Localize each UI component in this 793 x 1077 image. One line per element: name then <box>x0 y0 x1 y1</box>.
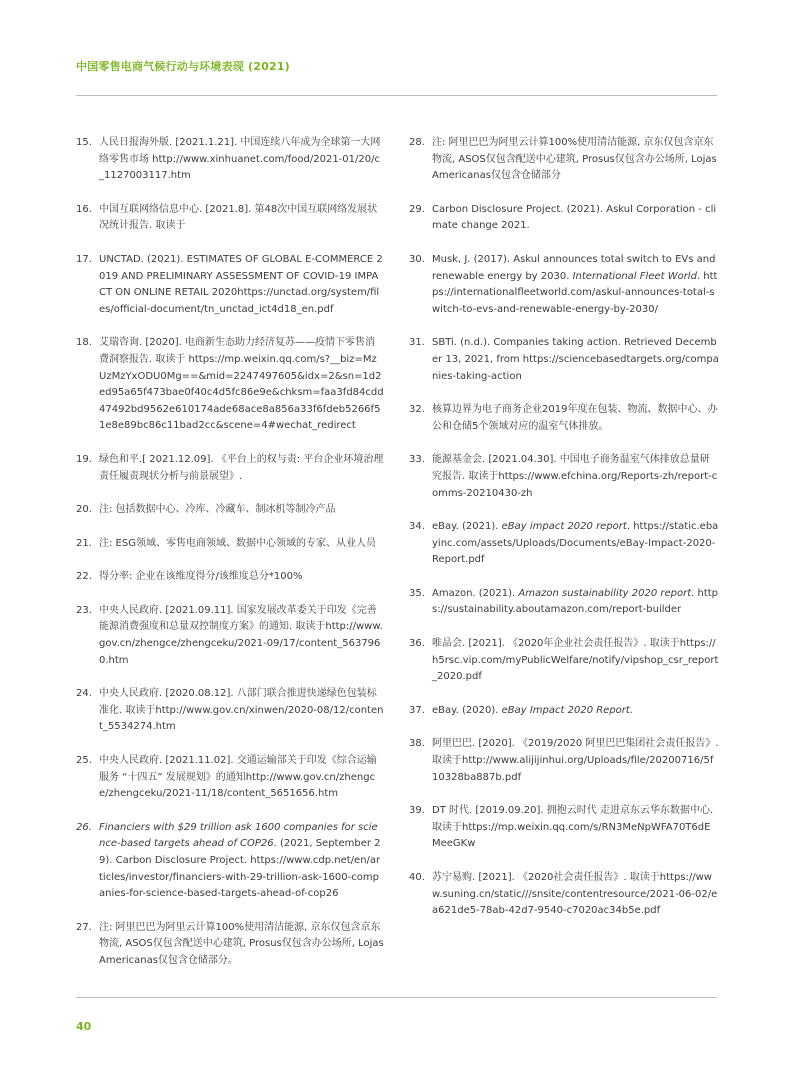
reference-text <box>432 586 719 619</box>
reference-item <box>409 335 719 385</box>
reference-segment: 注: 阿里巴巴为阿里云计算100%使用清洁能源, 京东仅包含京东物流, ASOS仅包含配送中心建筑, Prosus仅包含办公场所, Lojas Americanas仅包含仓储部分。 <box>99 921 384 966</box>
reference-item <box>76 753 384 803</box>
reference-number: 23. <box>76 604 92 616</box>
reference-text <box>432 519 719 569</box>
reference-number: 27. <box>76 921 92 933</box>
reference-item <box>76 820 384 903</box>
reference-segment: 中央人民政府. [2020.08.12]. 八部门联合推进快递绿色包装标准化. 取读于http://www.gov.cn/xinwen/2020-08/12/content_5534274.htm <box>99 688 384 733</box>
reference-item <box>76 686 384 736</box>
reference-italic-segment: International Fleet World <box>572 270 697 282</box>
reference-item <box>76 536 384 553</box>
reference-italic-segment: Amazon sustainability 2020 report <box>518 587 692 599</box>
reference-segment: 绿色和平.[ 2021.12.09]. 《平台上的权与责: 平台企业环境治理责任履责现状分析与前景展望》. <box>99 453 384 482</box>
reference-text <box>99 686 384 736</box>
reference-segment: 注: 包括数据中心、冷库、冷藏车、制冰机等制冷产品 <box>99 504 336 516</box>
reference-text <box>99 252 384 318</box>
reference-item <box>409 736 719 786</box>
reference-segment: 中央人民政府. [2021.09.11]. 国家发展改革委关于印发《完善能源消费强度和总量双控制度方案》的通知. 取读于http://www.gov.cn/zhengce/zhengceku/2021-09/17/content_5637960.htm <box>99 604 383 666</box>
reference-number: 35. <box>409 587 425 599</box>
reference-item <box>409 202 719 235</box>
reference-number: 15. <box>76 137 92 148</box>
header-divider <box>76 95 717 96</box>
references-column-left <box>76 135 384 987</box>
reference-italic-segment: eBay Impact 2020 Report. <box>501 704 634 716</box>
reference-item <box>76 502 384 519</box>
reference-item <box>76 252 384 318</box>
reference-segment: 苏宁易购. [2021]. 《2020社会责任报告》. 取读于https://www.suning.cn/static///snsite/contentresource/2021-06-02/ea621de5-78ab-42d7-9540-c7020ac34b5e.pdf <box>432 872 718 917</box>
reference-segment: DT 时代. [2019.09.20]. 拥抱云时代 走进京东云华东数据中心. 取读于https://mp.weixin.qq.com/s/RN3MeNpWFA70T6dEMeeGKw <box>432 805 714 850</box>
reference-text <box>432 335 719 385</box>
reference-number: 39. <box>409 805 425 817</box>
reference-segment: 能源基金会. [2021.04.30]. 中国电子商务温室气体排放总量研究报告. 取读于https://www.efchina.org/Reports-zh/report-comms-20210430-zh <box>432 454 718 499</box>
footer-divider <box>76 997 717 998</box>
reference-segment: . (2021, September 29). Carbon Disclosure Project. https://www.cdp.net/en/articles/investor/financiers-with-29-trillion-ask-1600-companies-for-science-based-targets-ahead-of-cop26 <box>99 838 381 900</box>
reference-text <box>432 452 719 502</box>
reference-number: 17. <box>76 253 92 265</box>
reference-item <box>409 870 719 920</box>
reference-text <box>99 502 384 519</box>
reference-text <box>432 402 719 435</box>
reference-segment: eBay. (2020). <box>432 704 502 716</box>
reference-item <box>76 920 384 970</box>
reference-text <box>432 803 719 853</box>
reference-item <box>409 452 719 502</box>
reference-segment: 艾瑞咨询. [2020]. 电商新生态助力经济复苏——疫情下零售消费洞察报告. 取读于 https://mp.weixin.qq.com/s?__biz=MzUzMzYxODU0Mg==&mid=2247497605&idx=2&sn=1d2ed95a65f473bae0f40c4d5fc86e9e&chksm=faa3fd84cdd47492bd9562e610174ade68ace8a856a33f6fdeb5266f51e8e89bc86c11bad2cc&scene=4#wechat_redirect <box>99 337 384 432</box>
reference-segment: 核算边界为电子商务企业2019年度在包装、物流、数据中心、办公和仓储5个领域对应的温室气体排放。 <box>432 404 718 432</box>
reference-text <box>99 920 384 970</box>
reference-segment: Musk, J. (2017). Askul announces total switch to EVs and renewable energy by 2030. <box>432 253 716 282</box>
page-number: 40 <box>76 1020 92 1033</box>
reference-text <box>99 820 384 903</box>
reference-item <box>409 252 719 318</box>
reference-number: 29. <box>409 203 425 215</box>
reference-number: 30. <box>409 253 425 265</box>
reference-item <box>409 519 719 569</box>
reference-segment: 阿里巴巴. [2020]. 《2019/2020 阿里巴巴集团社会责任报告》. 取读于http://www.alijijinhui.org/Uploads/file/20200716/5f10328ba887b.pdf <box>432 738 719 783</box>
reference-text <box>432 135 719 185</box>
reference-text <box>432 252 719 318</box>
reference-segment: 注: 阿里巴巴为阿里云计算100%使用清洁能源, 京东仅包含京东物流, ASOS仅包含配送中心建筑, Prosus仅包含办公场所, Lojas Americanas仅包含仓储部分 <box>432 137 717 182</box>
reference-item <box>76 569 384 586</box>
reference-number: 40. <box>409 872 425 883</box>
reference-italic-segment: Financiers with $29 trillion ask 1600 companies for science-based targets ahead of COP26 <box>99 821 378 850</box>
reference-number: 24. <box>76 688 92 700</box>
report-title: 中国零售电商气候行动与环境表现 (2021) <box>76 60 290 73</box>
reference-text <box>99 202 384 235</box>
reference-text <box>99 753 384 803</box>
reference-text <box>432 636 719 686</box>
reference-number: 25. <box>76 755 92 767</box>
reference-segment: SBTi. (n.d.). Companies taking action. Retrieved December 13, 2021, from https://sciencebasedtargets.org/companies-taking-action <box>432 337 719 382</box>
reference-number: 32. <box>409 404 425 416</box>
reference-number: 37. <box>409 704 425 716</box>
reference-text <box>99 452 384 485</box>
reference-item <box>409 803 719 853</box>
reference-text <box>99 335 384 435</box>
reference-text <box>432 703 719 720</box>
reference-text <box>99 569 384 586</box>
reference-number: 21. <box>76 537 92 549</box>
reference-text <box>432 736 719 786</box>
reference-segment: 中国互联网络信息中心. [2021.8]. 第48次中国互联网络发展状况统计报告. 取读于 <box>99 203 378 232</box>
reference-item <box>76 603 384 669</box>
reference-segment: 唯品会. [2021]. 《2020年企业社会责任报告》. 取读于https://h5rsc.vip.com/myPublicWelfare/notify/vipshop_csr_report_2020.pdf <box>432 638 719 683</box>
reference-segment: 中央人民政府. [2021.11.02]. 交通运输部关于印发《综合运输服务 “十四五” 发展规划》的通知http://www.gov.cn/zhengce/zhengceku/2021-11/18/content_5651656.htm <box>99 755 377 800</box>
reference-segment: . https://sustainability.aboutamazon.com/report-builder <box>432 587 719 616</box>
reference-number: 19. <box>76 453 92 465</box>
reference-segment: Amazon. (2021). <box>432 587 519 599</box>
reference-item <box>409 402 719 435</box>
reference-item <box>409 586 719 619</box>
reference-text <box>99 536 384 553</box>
reference-segment: . https://internationalfleetworld.com/askul-announces-total-switch-to-evs-and-renewable-energy-by-2030/ <box>432 270 718 315</box>
reference-number: 26. <box>76 821 92 833</box>
reference-segment: UNCTAD. (2021). ESTIMATES OF GLOBAL E-COMMERCE 2019 AND PRELIMINARY ASSESSMENT OF COVID-19 IMPACT ON ONLINE RETAIL 2020https://unctad.org/system/files/official-document/tn_unctad_ict4d18_en.pdf <box>99 253 383 315</box>
reference-italic-segment: eBay impact 2020 report <box>501 521 627 533</box>
reference-text <box>99 135 384 185</box>
reference-number: 34. <box>409 521 425 533</box>
reference-number: 28. <box>409 137 425 148</box>
reference-number: 16. <box>76 203 92 215</box>
reference-item <box>409 135 719 185</box>
reference-item <box>76 202 384 235</box>
reference-item <box>409 636 719 686</box>
reference-item <box>76 135 384 185</box>
reference-item <box>76 335 384 435</box>
reference-text <box>432 870 719 920</box>
references-column-right <box>409 135 719 937</box>
reference-text <box>99 603 384 669</box>
reference-number: 36. <box>409 638 425 650</box>
reference-text <box>432 202 719 235</box>
reference-segment: Carbon Disclosure Project. (2021). Askul Corporation - climate change 2021. <box>432 203 717 232</box>
reference-number: 22. <box>76 571 92 583</box>
reference-segment: 得分率: 企业在该维度得分/该维度总分*100% <box>99 571 303 583</box>
reference-number: 20. <box>76 504 92 516</box>
reference-item <box>76 452 384 485</box>
reference-number: 38. <box>409 738 425 750</box>
reference-segment: . https://static.ebayinc.com/assets/Uploads/Documents/eBay-Impact-2020-Report.pdf <box>432 521 719 566</box>
reference-segment: 人民日报海外版. [2021.1.21]. 中国连续八年成为全球第一大网络零售市场 http://www.xinhuanet.com/food/2021-01/20/c_1127003117.htm <box>99 137 381 182</box>
reference-item <box>409 703 719 720</box>
reference-segment: 注: ESG领域、零售电商领域、数据中心领域的专家、从业人员 <box>99 537 376 549</box>
reference-number: 33. <box>409 454 425 466</box>
reference-segment: eBay. (2021). <box>432 521 502 533</box>
reference-number: 31. <box>409 337 425 349</box>
reference-number: 18. <box>76 337 92 349</box>
